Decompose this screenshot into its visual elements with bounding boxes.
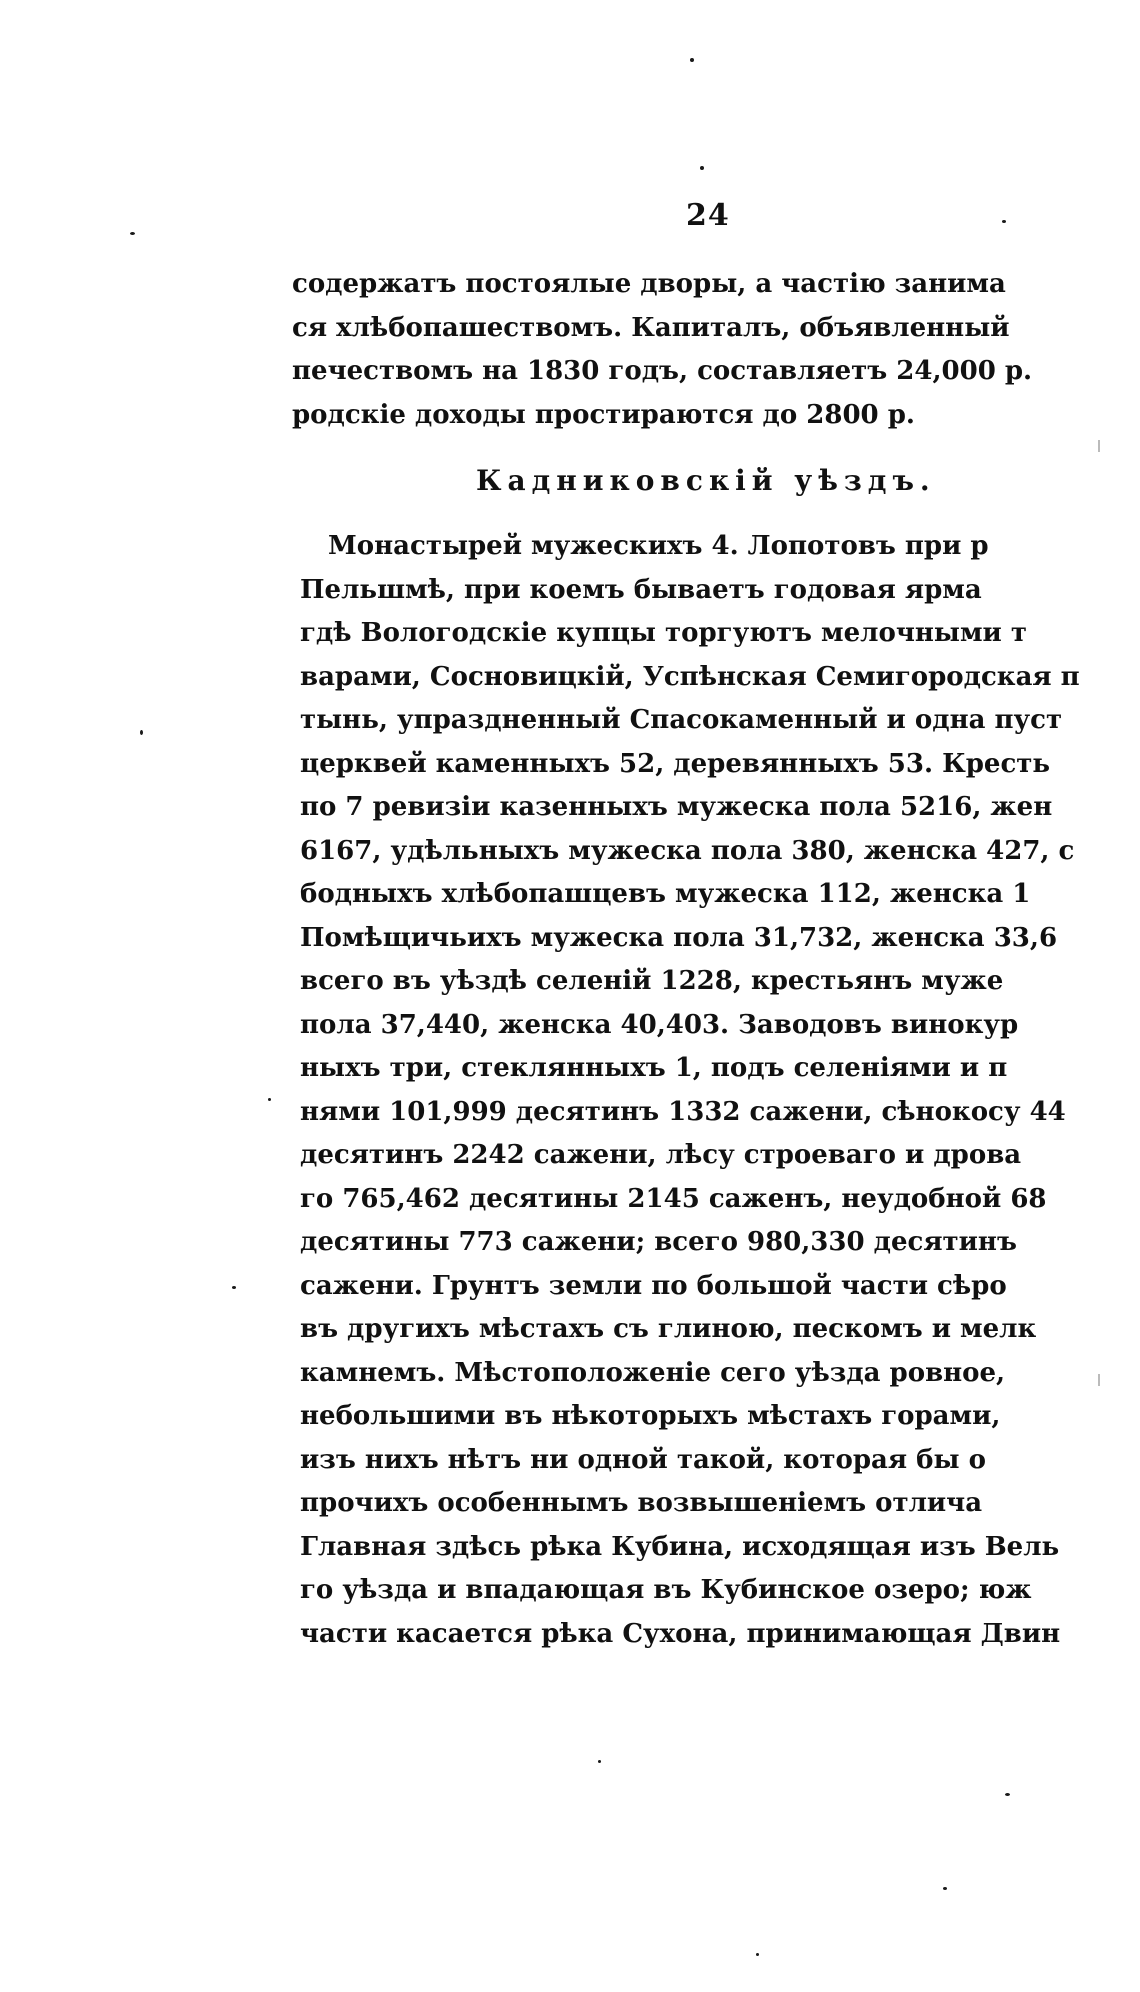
section-heading: Кадниковскій уѣздъ.: [476, 464, 936, 497]
scan-speck: [598, 1760, 601, 1763]
scan-speck: [700, 166, 704, 170]
page-number: 24: [686, 198, 730, 233]
text-line: всего въ уѣздѣ селеній 1228, крестьянъ муже: [300, 966, 1004, 996]
text-line: ныхъ три, стеклянныхъ 1, подъ селеніями и п: [300, 1053, 1008, 1083]
text-line: десятины 773 сажени; всего 980,330 десятинъ: [300, 1227, 1017, 1257]
text-line: небольшими въ нѣкоторыхъ мѣстахъ горами,: [300, 1401, 1001, 1431]
text-line: десятинъ 2242 сажени, лѣсу строеваго и дрова: [300, 1140, 1022, 1170]
text-line: печествомъ на 1830 годъ, составляетъ 24,000 р.: [292, 356, 1033, 386]
scan-speck: [690, 58, 694, 62]
text-line: въ другихъ мѣстахъ съ глиною, пескомъ и мелк: [300, 1314, 1037, 1344]
text-line: ся хлѣбопашествомъ. Капиталъ, объявленный: [292, 312, 1010, 343]
text-line: го уѣзда и впадающая въ Кубинское озеро; юж: [300, 1575, 1032, 1605]
text-line: Монастырей мужескихъ 4. Лопотовъ при р: [328, 531, 989, 561]
text-line: гдѣ Вологодскіе купцы торгуютъ мелочными т: [300, 618, 1027, 648]
scan-speck: [756, 1953, 759, 1956]
scan-speck: [943, 1887, 947, 1890]
text-line: пола 37,440, женска 40,403. Заводовъ винокур: [300, 1009, 1019, 1040]
text-line: церквей каменныхъ 52, деревянныхъ 53. Кресть: [300, 748, 1051, 779]
text-line: Помѣщичьихъ мужеска пола 31,732, женска 33,6: [300, 922, 1058, 953]
page-edge-rule: [1098, 440, 1100, 452]
text-line: Пельшмѣ, при коемъ бываетъ годовая ярма: [300, 574, 982, 605]
text-line: го 765,462 десятины 2145 саженъ, неудобной 68: [300, 1183, 1047, 1214]
text-line: по 7 ревизіи казенныхъ мужеска пола 5216, жен: [300, 792, 1053, 822]
text-line: бодныхъ хлѣбопашцевъ мужеска 112, женска 1: [300, 879, 1031, 909]
scan-speck: [140, 730, 143, 735]
text-line: сажени. Грунтъ земли по большой части сѣро: [300, 1270, 1007, 1301]
text-line: Главная здѣсь рѣка Кубина, исходящая изъ Вель: [300, 1531, 1060, 1562]
text-line: родскіе доходы простираются до 2800 р.: [292, 399, 915, 430]
body-paragraph: [300, 525, 1100, 1656]
scan-speck: [1002, 220, 1006, 223]
scan-speck: [268, 1098, 271, 1101]
text-line: изъ нихъ нѣтъ ни одной такой, которая бы о: [300, 1444, 986, 1475]
text-line: варами, Сосновицкій, Успѣнская Семигородская п: [300, 661, 1080, 692]
text-line: части касается рѣка Сухона, принимающая Двин: [300, 1618, 1061, 1649]
text-line: камнемъ. Мѣстоположеніе сего уѣзда ровное,: [300, 1357, 1006, 1388]
scan-speck: [1005, 1793, 1010, 1796]
scan-speck: [130, 232, 135, 235]
text-line: нями 101,999 десятинъ 1332 сажени, сѣнокосу 44: [300, 1096, 1066, 1127]
text-line: тынь, упраздненный Спасокаменный и одна пуст: [300, 705, 1063, 735]
text-line: 6167, удѣльныхъ мужеска пола 380, женска 427, с: [300, 835, 1075, 866]
text-line: содержатъ постоялые дворы, а частію занима: [292, 269, 1006, 299]
text-line: прочихъ особеннымъ возвышеніемъ отлича: [300, 1488, 983, 1518]
scan-speck: [232, 1286, 236, 1289]
top-paragraph: [292, 263, 1100, 437]
